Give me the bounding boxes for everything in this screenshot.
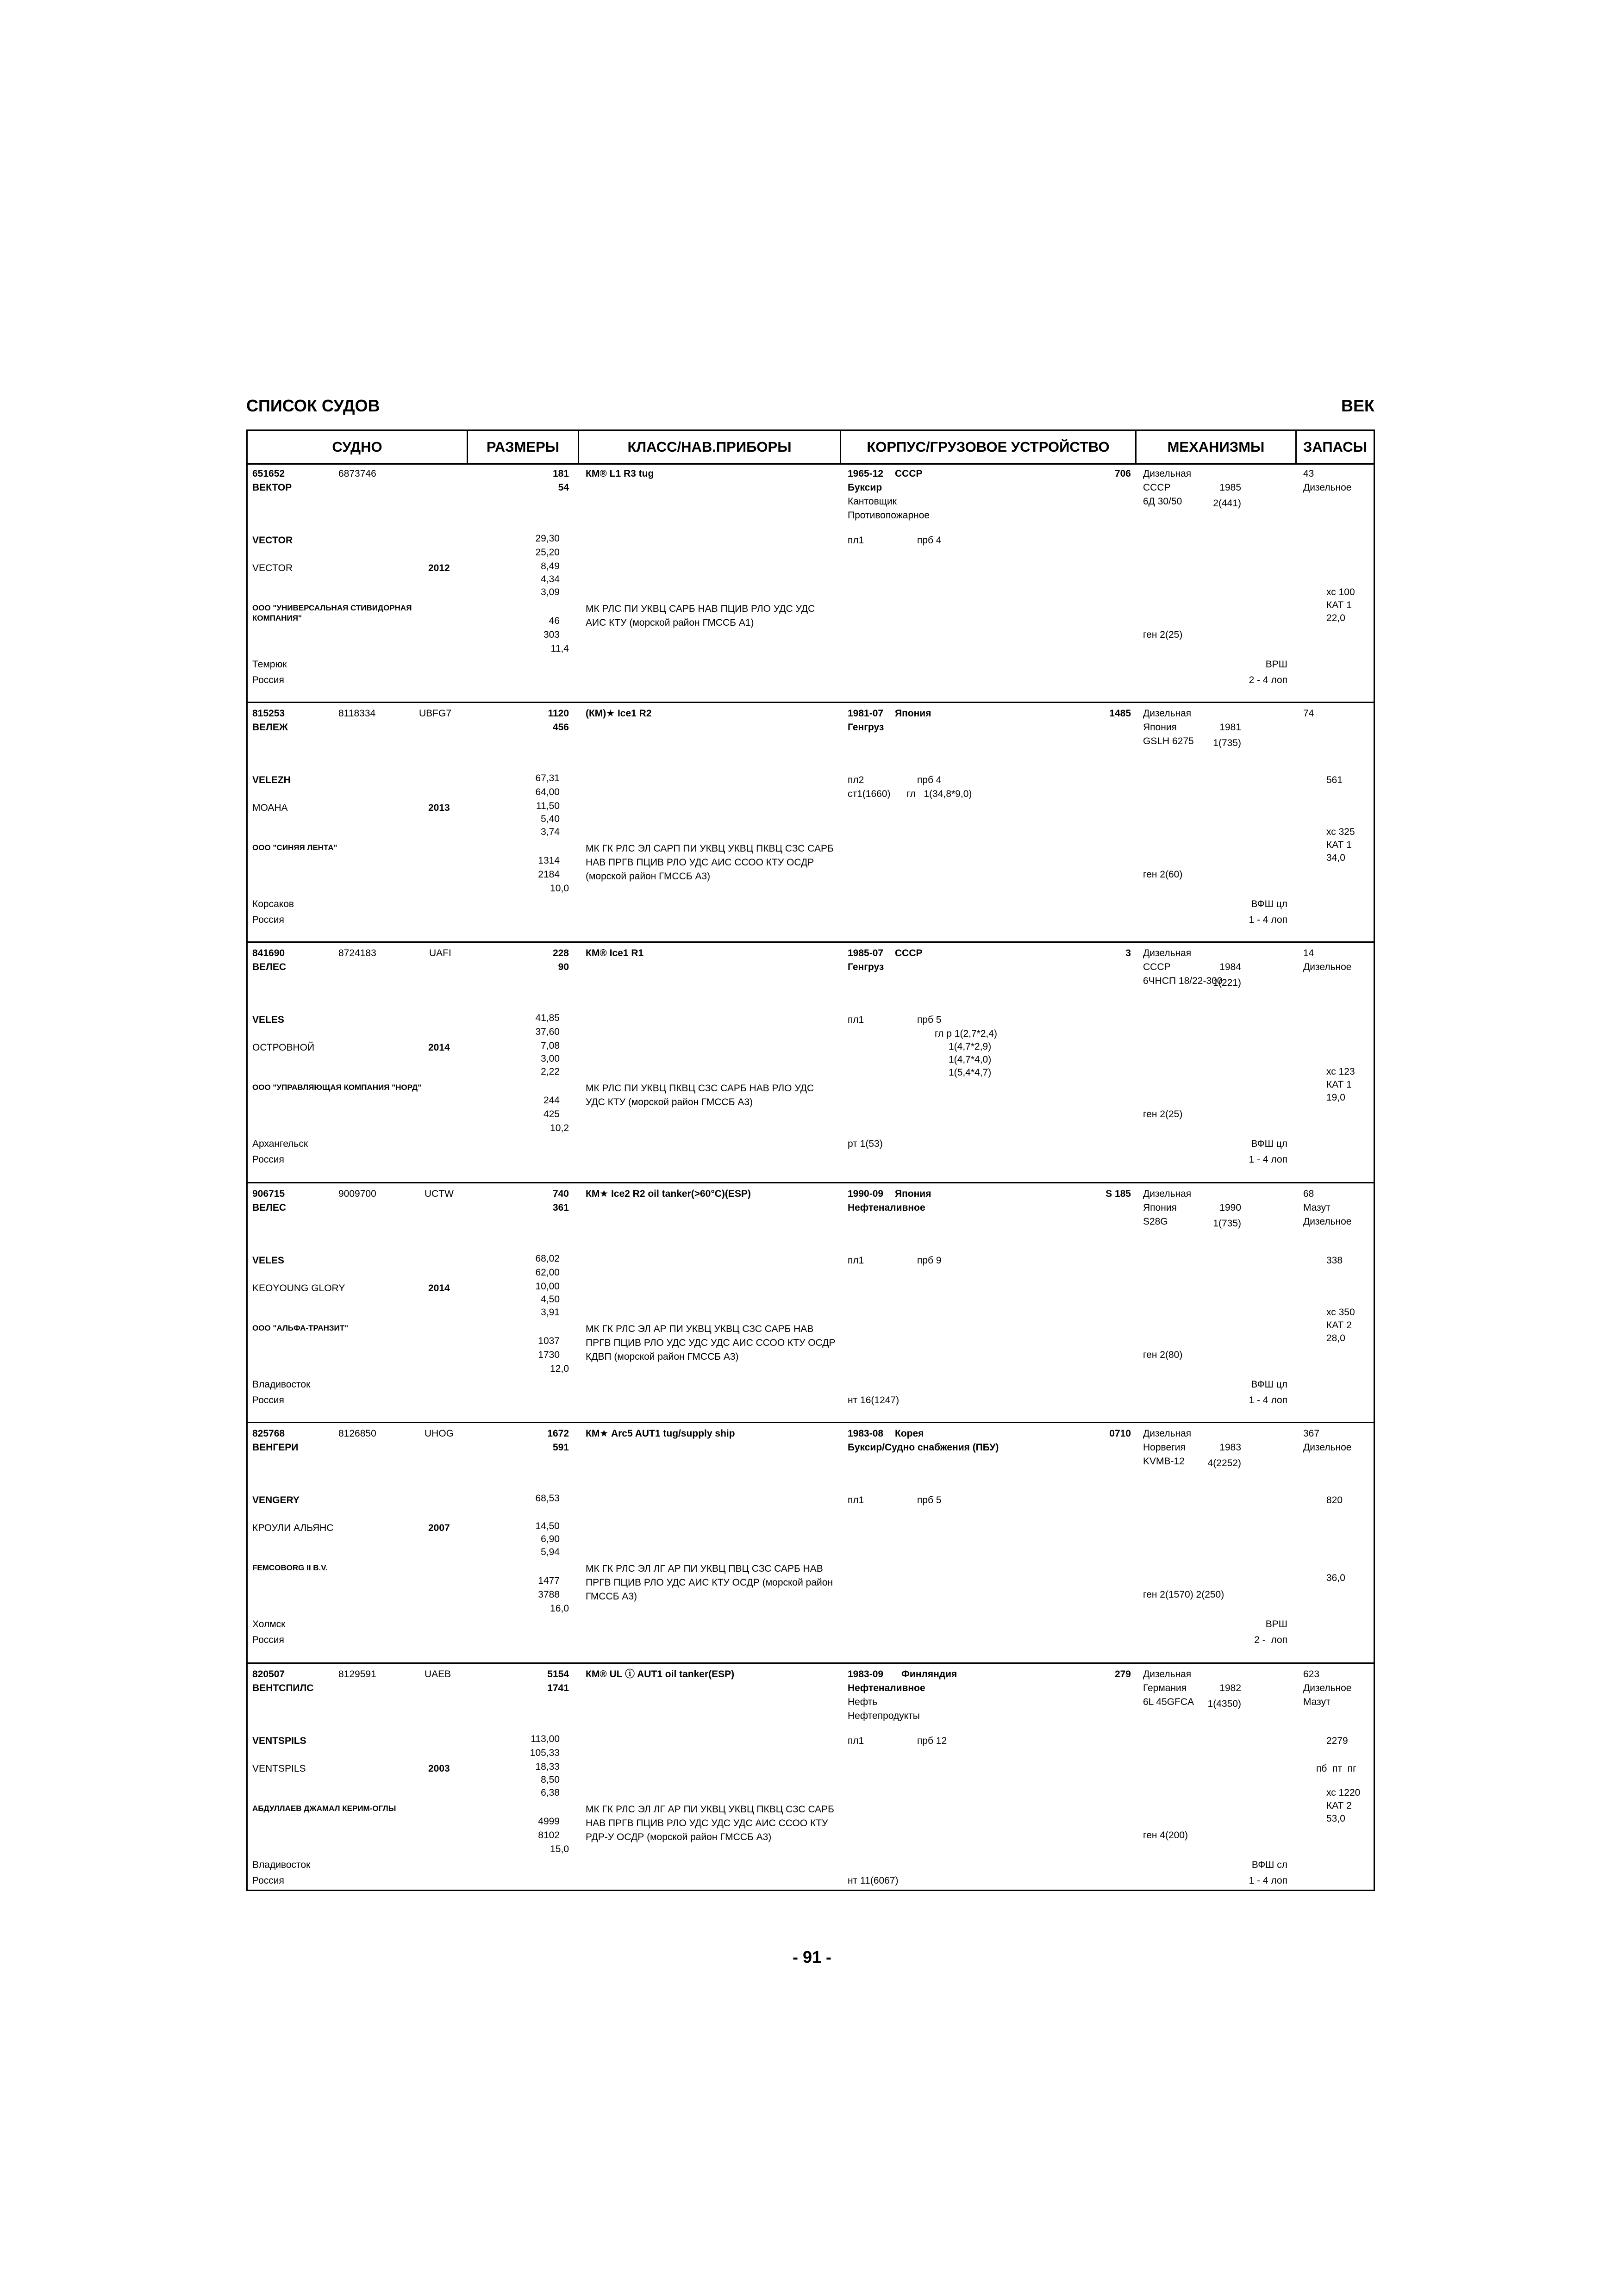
propeller: ВФШ цл [1251, 899, 1287, 909]
ship-name: ВЕЛЕС [252, 1202, 287, 1213]
deadweight: 1477 [538, 1575, 560, 1586]
col-machinery: МЕХАНИЗМЫ [1137, 431, 1297, 463]
deadweight: 1037 [538, 1336, 560, 1346]
dim-length-pp: 64,00 [535, 787, 560, 797]
engine-type: Дизельная [1143, 1428, 1192, 1439]
speed: 12,0 [550, 1363, 569, 1374]
nav-equipment: МК ГК РЛС ЭЛ САРП ПИ УКВЦ УКВЦ ПКВЦ СЗС САРБ НАВ ПРГВ ПЦИВ РЛО УДС АИС ССОО КТУ ОСДР (морской район ГМССБ А3) [586, 843, 834, 882]
former-name: KEOYOUNG GLORY [252, 1283, 345, 1294]
cargo-hatch: 1(4,7*2,9) [949, 1041, 992, 1052]
class-notation: КМ® Ice1 R1 [586, 948, 644, 958]
owner: ООО "УНИВЕРСАЛЬНАЯ СТИВИДОРНАЯ КОМПАНИЯ" [252, 604, 412, 622]
build-date: 1983-08 [848, 1428, 884, 1439]
tanks: рт 1(53) [848, 1139, 883, 1149]
gross-tonnage: 1672 [547, 1428, 569, 1439]
call-sign: UAFI [429, 948, 451, 958]
speed: 10,0 [550, 883, 569, 894]
ship-record [248, 1664, 1374, 1891]
dim-draught: 3,91 [541, 1307, 560, 1318]
generators: ген 2(1570) 2(250) [1143, 1589, 1224, 1600]
category: КАТ 2 [1326, 1320, 1352, 1331]
col-ship: СУДНО [248, 431, 468, 463]
class-notation: КМ★ Ice2 R2 oil tanker(>60°C)(ESP) [586, 1188, 751, 1199]
fuel-type: Мазут [1303, 1202, 1330, 1213]
class-notation: КМ® UL ⓘ AUT1 oil tanker(ESP) [586, 1669, 735, 1680]
fuel-capacity: 14 [1303, 948, 1314, 958]
build-date: 1965-12 [848, 468, 884, 479]
water-capacity: 338 [1326, 1255, 1343, 1266]
section-letters: ВЕК [1341, 396, 1374, 415]
displacement: 425 [543, 1109, 560, 1120]
cargo-hatch: 1(5,4*4,7) [949, 1067, 992, 1078]
engine-country: СССР [1143, 962, 1171, 972]
reg-number: 825768 [252, 1428, 285, 1439]
engine-year: 1981 [1219, 722, 1241, 733]
ship-name: ВЕНГЕРИ [252, 1442, 299, 1453]
nav-equipment: МК РЛС ПИ УКВЦ САРБ НАВ ПЦИВ РЛО УДС УДС АИС КТУ (морской район ГМССБ А1) [586, 604, 815, 628]
country: Россия [252, 1395, 284, 1406]
col-hull: КОРПУС/ГРУЗОВОЕ УСТРОЙСТВО [841, 431, 1137, 463]
dim-breadth: 8,49 [541, 561, 560, 572]
nav-equipment: МК РЛС ПИ УКВЦ ПКВЦ СЗС САРБ НАВ РЛО УДС УДС КТУ (морской район ГМССБ А3) [586, 1083, 814, 1108]
former-name: МОАНА [252, 803, 288, 813]
displacement: 303 [543, 629, 560, 640]
fuel-capacity: 43 [1303, 468, 1314, 479]
fuel-type: Дизельное [1303, 1683, 1352, 1693]
engine-count: 2(441) [1213, 498, 1241, 509]
ship-name-latin: VELEZH [252, 775, 291, 785]
category: КАТ 2 [1326, 1800, 1352, 1811]
dim-length: 41,85 [535, 1013, 560, 1023]
imo-number: 8129591 [338, 1669, 376, 1680]
dim-depth: 4,34 [541, 574, 560, 585]
former-name: VENTSPILS [252, 1763, 306, 1774]
engine-count: 1(4350) [1207, 1699, 1241, 1709]
generators: ген 4(200) [1143, 1830, 1188, 1841]
home-port: Темрюк [252, 659, 287, 670]
fuel-type: Дизельное [1303, 962, 1352, 972]
col-supplies: ЗАПАСЫ [1303, 439, 1368, 455]
engine-model: S28G [1143, 1216, 1168, 1227]
refrigeration: хс 1220 [1326, 1787, 1361, 1798]
ship-name: ВЕЛЕС [252, 962, 287, 972]
former-name: VECTOR [252, 563, 293, 573]
ships-table [246, 429, 1375, 1891]
dim-breadth: 11,50 [536, 801, 560, 811]
engine-year: 1982 [1219, 1683, 1241, 1693]
nav-equipment: МК ГК РЛС ЭЛ ЛГ АР ПИ УКВЦ ПВЦ СЗС САРБ НАВ ПРГВ ПЦИВ РЛО УДС АИС КТУ ОСДР (морской район ГМССБ А3) [586, 1563, 833, 1602]
ship-subtype: Кантовщик [848, 496, 897, 507]
bulkheads: прб 4 [917, 535, 942, 546]
build-number: 706 [1114, 468, 1131, 479]
generators: ген 2(80) [1143, 1350, 1183, 1360]
engine-year: 1985 [1219, 482, 1241, 493]
owner: АБДУЛЛАЕВ ДЖАМАЛ КЕРИМ-ОГЛЫ [252, 1804, 396, 1813]
col-dims: РАЗМЕРЫ [468, 431, 579, 463]
home-port: Владивосток [252, 1860, 311, 1870]
engine-country: Япония [1143, 722, 1177, 733]
fuel-type: Дизельное [1303, 482, 1352, 493]
speed: 15,0 [550, 1844, 569, 1854]
dim-depth: 5,40 [541, 814, 560, 824]
engine-model: 6L 45GFCA [1143, 1697, 1194, 1707]
table-header [248, 431, 1374, 465]
dim-draught: 3,09 [541, 587, 560, 597]
water-capacity: 561 [1326, 775, 1343, 785]
imo-number: 6873746 [338, 468, 376, 479]
ship-name-latin: VECTOR [252, 535, 293, 546]
page-number: - 91 - [792, 1948, 832, 1966]
builder-country: Япония [895, 708, 931, 719]
call-sign: UAEB [425, 1669, 451, 1680]
autonomy: 22,0 [1326, 613, 1345, 623]
net-tonnage: 361 [552, 1202, 569, 1213]
decks: пл2 [848, 775, 864, 785]
ship-name: ВЕЛЕЖ [252, 722, 288, 733]
propeller: ВФШ сл [1251, 1860, 1287, 1870]
year-registered: 2012 [428, 563, 450, 573]
country: Россия [252, 675, 284, 685]
dim-length: 29,30 [535, 533, 560, 544]
generators: ген 2(25) [1143, 1109, 1183, 1120]
decks: пл1 [848, 1255, 864, 1266]
tanks: нт 16(1247) [848, 1395, 899, 1406]
list-title: СПИСОК СУДОВ [246, 396, 380, 415]
year-registered: 2014 [428, 1283, 450, 1294]
engine-type: Дизельная [1143, 708, 1192, 719]
water-types: пб пт пг [1316, 1763, 1356, 1774]
propeller: ВРШ [1265, 1619, 1287, 1630]
dim-draught: 5,94 [541, 1547, 560, 1557]
gross-tonnage: 740 [552, 1188, 569, 1199]
dim-depth: 8,50 [541, 1774, 560, 1785]
cargo-hatch: 1(4,7*4,0) [949, 1054, 992, 1065]
net-tonnage: 54 [558, 482, 569, 493]
propeller-blades: 1 - 4 лоп [1249, 915, 1287, 925]
ship-name-latin: VENGERY [252, 1495, 300, 1506]
fuel-type: Дизельное [1303, 1442, 1352, 1453]
dim-length: 68,53 [535, 1493, 560, 1504]
water-capacity: 820 [1326, 1495, 1343, 1506]
deadweight: 46 [549, 616, 560, 626]
dim-draught: 2,22 [541, 1066, 560, 1077]
propeller: ВФШ цл [1251, 1139, 1287, 1149]
propeller-blades: 1 - 4 лоп [1249, 1154, 1287, 1165]
owner: ООО "АЛЬФА-ТРАНЗИТ" [252, 1324, 349, 1332]
engine-type: Дизельная [1143, 1669, 1192, 1680]
build-date: 1990-09 [848, 1188, 884, 1199]
dim-length: 67,31 [535, 773, 560, 784]
reg-number: 815253 [252, 708, 285, 719]
home-port: Владивосток [252, 1379, 311, 1390]
tanks: нт 11(6067) [848, 1875, 899, 1886]
ship-name: ВЕНТСПИЛС [252, 1683, 314, 1693]
ship-name-latin: VELES [252, 1014, 284, 1025]
decks: пл1 [848, 1736, 864, 1746]
class-notation: КМ★ Arc5 AUT1 tug/supply ship [586, 1428, 735, 1439]
ship-record [248, 463, 1374, 703]
deadweight: 1314 [538, 855, 560, 866]
owner: ООО "СИНЯЯ ЛЕНТА" [252, 843, 337, 852]
cargo-hatch: гл р 1(2,7*2,4) [935, 1028, 998, 1039]
year-registered: 2003 [428, 1763, 450, 1774]
dim-breadth: 10,00 [535, 1281, 560, 1292]
builder-country: СССР [895, 468, 923, 479]
ship-type: Генгруз [848, 722, 884, 733]
dim-breadth: 18,33 [535, 1761, 560, 1772]
ship-subtype: Нефть [848, 1697, 878, 1707]
engine-count: 4(2252) [1207, 1458, 1241, 1468]
build-number: 279 [1114, 1669, 1131, 1680]
fuel-capacity: 68 [1303, 1188, 1314, 1199]
engine-count: 1(221) [1213, 977, 1241, 988]
ship-record [248, 943, 1374, 1183]
year-registered: 2013 [428, 803, 450, 813]
nav-equipment: МК ГК РЛС ЭЛ ЛГ АР ПИ УКВЦ УКВЦ ПКВЦ СЗС САРБ НАВ ПРГВ ПЦИВ РЛО УДС УДС УДС АИС ССОО КТУ РДР-У ОСДР (морской район ГМССБ А3) [586, 1804, 834, 1842]
dim-breadth: 14,50 [535, 1521, 560, 1531]
ship-type: Буксир [848, 482, 882, 493]
engine-year: 1983 [1219, 1442, 1241, 1453]
builder-country: Корея [895, 1428, 924, 1439]
imo-number: 8118334 [338, 708, 376, 719]
country: Россия [252, 915, 284, 925]
propeller-blades: 2 - 4 лоп [1249, 675, 1287, 685]
call-sign: UCTW [425, 1188, 454, 1199]
deadweight: 4999 [538, 1816, 560, 1827]
former-name: ОСТРОВНОЙ [252, 1042, 315, 1053]
bulkheads: прб 4 [917, 775, 942, 785]
builder-country: Япония [895, 1188, 931, 1199]
dim-length-pp: 62,00 [535, 1267, 560, 1278]
ship-record [248, 703, 1374, 943]
speed: 11,4 [550, 643, 569, 654]
displacement: 8102 [538, 1830, 560, 1841]
engine-count: 1(735) [1213, 1218, 1241, 1229]
build-number: 3 [1125, 948, 1131, 958]
ship-type: Буксир/Судно снабжения (ПБУ) [848, 1442, 999, 1453]
ship-subtype: Противопожарное [848, 510, 930, 521]
builder-country: СССР [895, 948, 923, 958]
cargo-gear: ст1(1660) гл 1(34,8*9,0) [848, 789, 972, 799]
propeller-blades: 1 - 4 лоп [1249, 1875, 1287, 1886]
reg-number: 906715 [252, 1188, 285, 1199]
dim-length-pp: 105,33 [530, 1748, 560, 1758]
build-number: S 185 [1106, 1188, 1131, 1199]
speed: 10,2 [550, 1123, 569, 1133]
engine-model: 6Д 30/50 [1143, 496, 1182, 507]
home-port: Холмск [252, 1619, 286, 1630]
propeller: ВРШ [1265, 659, 1287, 670]
refrigeration: хс 123 [1326, 1066, 1355, 1077]
col-class: КЛАСС/НАВ.ПРИБОРЫ [579, 431, 841, 463]
displacement: 1730 [538, 1350, 560, 1360]
engine-model: KVMB-12 [1143, 1456, 1185, 1467]
displacement: 2184 [538, 869, 560, 880]
ship-type: Нефтеналивное [848, 1202, 925, 1213]
decks: пл1 [848, 535, 864, 546]
engine-country: Германия [1143, 1683, 1187, 1693]
refrigeration: хс 100 [1326, 587, 1355, 597]
engine-model: 6ЧНСП 18/22-300 [1143, 976, 1223, 986]
decks: пл1 [848, 1495, 864, 1506]
ship-record [248, 1183, 1374, 1423]
generators: ген 2(60) [1143, 869, 1183, 880]
decks: пл1 [848, 1014, 864, 1025]
autonomy: 28,0 [1326, 1333, 1345, 1344]
category: КАТ 1 [1326, 600, 1352, 610]
net-tonnage: 90 [558, 962, 569, 972]
dim-length-pp: 25,20 [535, 547, 560, 558]
engine-year: 1990 [1219, 1202, 1241, 1213]
category: КАТ 1 [1326, 840, 1352, 850]
call-sign: UHOG [425, 1428, 454, 1439]
ship-name: ВЕКТОР [252, 482, 292, 493]
call-sign: UBFG7 [419, 708, 452, 719]
dim-length-pp: 37,60 [535, 1027, 560, 1037]
generators: ген 2(25) [1143, 629, 1183, 640]
gross-tonnage: 228 [552, 948, 569, 958]
propeller-blades: 1 - 4 лоп [1249, 1395, 1287, 1406]
build-number: 1485 [1109, 708, 1131, 719]
ship-type: Генгруз [848, 962, 884, 972]
class-notation: (КМ)★ Ice1 R2 [586, 708, 652, 719]
reg-number: 651652 [252, 468, 285, 479]
bulkheads: прб 5 [917, 1014, 942, 1025]
builder-country: Финляндия [901, 1669, 957, 1680]
gross-tonnage: 1120 [548, 708, 569, 719]
water-capacity: 2279 [1326, 1736, 1348, 1746]
category: КАТ 1 [1326, 1079, 1352, 1090]
dim-depth: 3,00 [541, 1053, 560, 1064]
engine-country: Япония [1143, 1202, 1177, 1213]
engine-model: GSLH 6275 [1143, 736, 1194, 747]
refrigeration: хс 350 [1326, 1307, 1355, 1318]
fuel-capacity: 623 [1303, 1669, 1320, 1680]
imo-number: 8724183 [338, 948, 376, 958]
autonomy: 19,0 [1326, 1092, 1345, 1103]
autonomy: 36,0 [1326, 1573, 1345, 1583]
bulkheads: прб 5 [917, 1495, 942, 1506]
net-tonnage: 456 [552, 722, 569, 733]
ship-name-latin: VELES [252, 1255, 284, 1266]
speed: 16,0 [550, 1603, 569, 1614]
home-port: Архангельск [252, 1139, 308, 1149]
propeller-blades: 2 - лоп [1254, 1635, 1287, 1645]
engine-type: Дизельная [1143, 1188, 1192, 1199]
engine-count: 1(735) [1213, 738, 1241, 748]
fuel-type-secondary: Дизельное [1303, 1216, 1352, 1227]
reg-number: 820507 [252, 1669, 285, 1680]
country: Россия [252, 1635, 284, 1645]
net-tonnage: 591 [552, 1442, 569, 1453]
imo-number: 9009700 [338, 1188, 376, 1199]
country: Россия [252, 1875, 284, 1886]
engine-country: Норвегия [1143, 1442, 1186, 1453]
gross-tonnage: 181 [552, 468, 569, 479]
propeller: ВФШ цл [1251, 1379, 1287, 1390]
dim-length: 113,00 [531, 1734, 560, 1744]
home-port: Корсаков [252, 899, 294, 909]
gross-tonnage: 5154 [547, 1669, 569, 1680]
year-registered: 2007 [428, 1523, 450, 1533]
fuel-type-secondary: Мазут [1303, 1697, 1330, 1707]
owner: FEMCOBORG II B.V. [252, 1563, 328, 1572]
country: Россия [252, 1154, 284, 1165]
autonomy: 34,0 [1326, 852, 1345, 863]
imo-number: 8126850 [338, 1428, 376, 1439]
dim-depth: 4,50 [541, 1294, 560, 1305]
deadweight: 244 [543, 1095, 560, 1106]
dim-breadth: 7,08 [541, 1040, 560, 1051]
bulkheads: прб 9 [917, 1255, 942, 1266]
year-registered: 2014 [428, 1042, 450, 1053]
autonomy: 53,0 [1326, 1813, 1345, 1824]
engine-type: Дизельная [1143, 948, 1192, 958]
reg-number: 841690 [252, 948, 285, 958]
engine-year: 1984 [1219, 962, 1241, 972]
net-tonnage: 1741 [547, 1683, 569, 1693]
bulkheads: прб 12 [917, 1736, 947, 1746]
fuel-capacity: 367 [1303, 1428, 1320, 1439]
nav-equipment: МК ГК РЛС ЭЛ АР ПИ УКВЦ УКВЦ СЗС САРБ НАВ ПРГВ ПЦИВ РЛО УДС УДС УДС АИС ССОО КТУ ОСДР КДВП (морской район ГМССБ А3) [586, 1324, 836, 1362]
owner: ООО "УПРАВЛЯЮЩАЯ КОМПАНИЯ "НОРД" [252, 1083, 422, 1092]
dim-depth: 6,90 [541, 1534, 560, 1544]
dim-length: 68,02 [535, 1253, 560, 1264]
ship-name-latin: VENTSPILS [252, 1736, 306, 1746]
ship-record [248, 1423, 1374, 1664]
displacement: 3788 [538, 1589, 560, 1600]
dim-draught: 6,38 [541, 1787, 560, 1798]
build-date: 1981-07 [848, 708, 884, 719]
fuel-capacity: 74 [1303, 708, 1314, 719]
refrigeration: хс 325 [1326, 827, 1355, 837]
ship-type: Нефтеналивное [848, 1683, 925, 1693]
class-notation: КМ® L1 R3 tug [586, 468, 654, 479]
former-name: КРОУЛИ АЛЬЯНС [252, 1523, 334, 1533]
build-date: 1983-09 [848, 1669, 884, 1680]
build-number: 0710 [1109, 1428, 1131, 1439]
build-date: 1985-07 [848, 948, 884, 958]
ship-subtype: Нефтепродукты [848, 1711, 920, 1721]
engine-type: Дизельная [1143, 468, 1192, 479]
dim-draught: 3,74 [541, 827, 560, 837]
engine-country: СССР [1143, 482, 1171, 493]
